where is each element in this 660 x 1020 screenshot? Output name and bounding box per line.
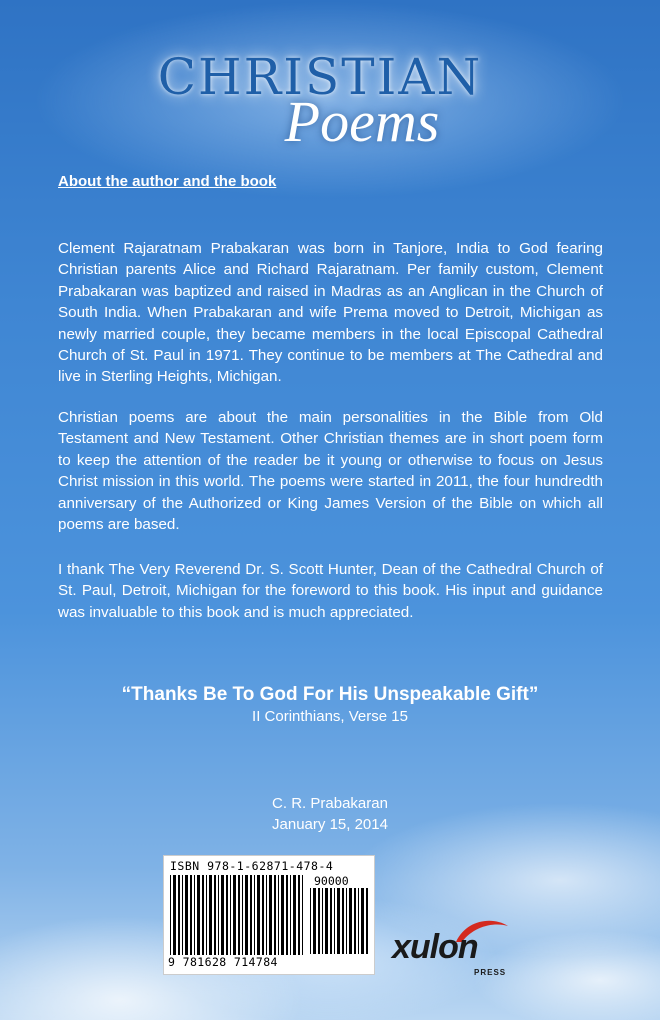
author-bio-paragraph: Clement Rajaratnam Prabakaran was born in Tanjore, India to God fearing Christian parents Alice and Richard Rajaratnam. Per family custom, Clement Prabakaran was baptized and raised in Madras as an Anglican in the Church of South India. When Prabakaran and wife Prema moved to Detroit, Michigan as newly married couple, they became members in the local Episcopal Cathedral Church of St. Paul in 1971. They continue to be members at The Cathedral and live in Sterling Heights, Michigan.	[58, 240, 603, 386]
barcode-bar	[230, 875, 231, 955]
barcode-bar	[245, 875, 248, 955]
barcode-bar	[310, 888, 311, 954]
book-description-paragraph: Christian poems are about the main personalities in the Bible from Old Testament and New Testament. Other Christian themes are in short poem form to keep the attention of the reader be it young or otherwise to focus on Jesus Christ mission in this world. The poems were started in 2011, the four hundredth anniversary of the Authorized or King James Version of the Bible on which all poems are based.	[58, 409, 603, 534]
barcode-bar	[278, 875, 279, 955]
barcode-bar	[358, 888, 359, 954]
barcode-bar	[322, 888, 323, 954]
barcode-bar	[330, 888, 332, 954]
barcode-bar	[313, 888, 316, 954]
isbn-label: ISBN 978-1-62871-478-4	[170, 859, 334, 873]
about-heading: About the author and the book	[58, 173, 277, 190]
barcode-addon-number: 90000	[314, 874, 349, 888]
barcode-bar	[274, 875, 276, 955]
scripture-reference: II Corinthians, Verse 15	[252, 708, 408, 725]
barcode-bar	[250, 875, 252, 955]
scripture-quote: “Thanks Be To God For His Unspeakable Gift”	[121, 684, 539, 705]
barcode-bar	[209, 875, 212, 955]
barcode-bar	[334, 888, 335, 954]
barcode-bar	[361, 888, 364, 954]
barcode-bar	[206, 875, 207, 955]
author-name: C. R. Prabakaran	[272, 795, 388, 812]
barcode-bar	[185, 875, 188, 955]
barcode-bar	[242, 875, 243, 955]
barcode-bar	[349, 888, 352, 954]
barcode-bar	[262, 875, 264, 955]
publisher-logo	[392, 916, 522, 986]
title-christian: CHRISTIAN	[157, 48, 483, 106]
barcode-bar	[173, 875, 176, 955]
barcode-bar	[290, 875, 291, 955]
barcode-bar	[325, 888, 328, 954]
acknowledgement-paragraph: I thank The Very Reverend Dr. S. Scott Hunter, Dean of the Cathedral Church of St. Paul, Detroit, Michigan for the foreword to this book. His input and guidance was invaluable to this book and is much appreciated.	[58, 561, 603, 621]
barcode-bar	[221, 875, 224, 955]
barcode-bar	[293, 875, 296, 955]
barcode-bar	[346, 888, 347, 954]
isbn-barcode	[163, 855, 375, 975]
barcode-bar	[366, 888, 368, 954]
barcode-bar	[254, 875, 255, 955]
barcode-bar	[202, 875, 204, 955]
barcode-bar	[286, 875, 288, 955]
signature-date: January 15, 2014	[272, 816, 388, 833]
barcode-bar	[214, 875, 216, 955]
ean-number: 9 781628 714784	[168, 955, 278, 969]
barcode-bars	[170, 875, 306, 955]
barcode-bar	[218, 875, 219, 955]
barcode-bar	[266, 875, 267, 955]
barcode-bar	[238, 875, 240, 955]
barcode-bar	[342, 888, 344, 954]
barcode-bar	[257, 875, 260, 955]
logo-press-text: PRESS	[474, 968, 507, 977]
barcode-bar	[337, 888, 340, 954]
barcode-bar	[226, 875, 228, 955]
barcode-bar	[281, 875, 284, 955]
barcode-bar	[170, 875, 171, 955]
barcode-bar	[269, 875, 272, 955]
barcode-bar	[190, 875, 192, 955]
logo-wordmark: xulon	[392, 928, 478, 966]
barcode-bar	[318, 888, 320, 954]
barcode-bar	[233, 875, 236, 955]
barcode-bar	[178, 875, 180, 955]
barcode-bar	[354, 888, 356, 954]
barcode-bar	[197, 875, 200, 955]
cover-title	[0, 48, 660, 162]
barcode-bar	[182, 875, 183, 955]
barcode-bar	[194, 875, 195, 955]
title-poems: Poems	[284, 89, 440, 154]
author-signature	[0, 793, 660, 835]
barcode-bar	[302, 875, 303, 955]
barcode-bar	[298, 875, 300, 955]
barcode-addon-bars	[310, 888, 368, 954]
